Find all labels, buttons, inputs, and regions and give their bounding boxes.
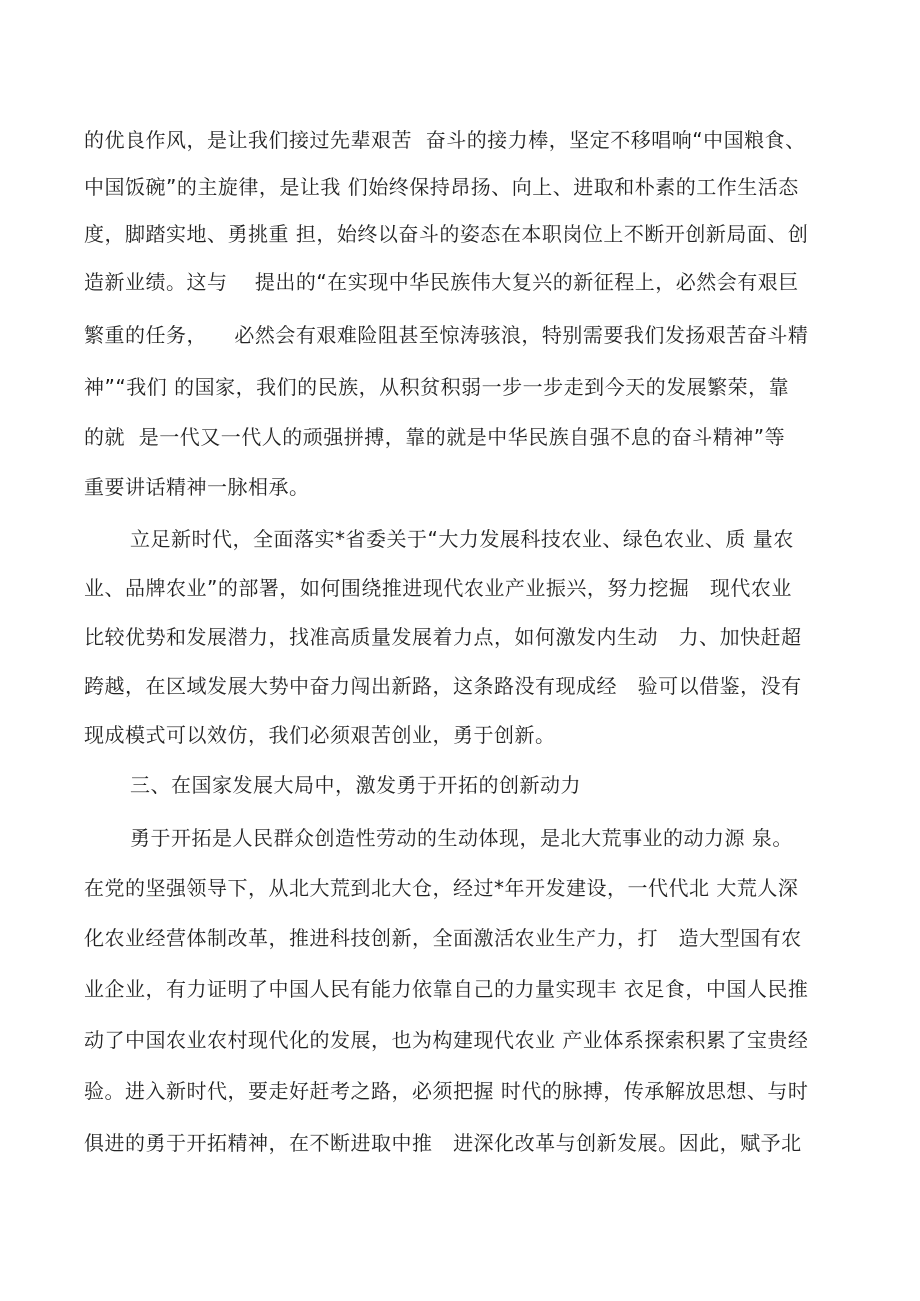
text-line: 中国饭碗”的主旋律，是让我 们始终保持昂扬、向上、进取和朴素的工作生活态 [84,175,799,199]
text-line: 化农业经营体制改革，推进科技创新，全面激活农业生产力，打 造大型国有农 [84,926,802,950]
text-line: 业企业，有力证明了中国人民有能力依靠自己的力量实现丰 衣足食，中国人民推 [84,977,809,1001]
text-line: 现成模式可以效仿，我们必须艰苦创业，勇于创新。 [84,723,556,747]
text-line: 神”“我们 的国家，我们的民族，从积贫积弱一步一步走到今天的发展繁荣，靠 [84,375,790,399]
section-heading: 三、在国家发展大局中，激发勇于开拓的创新动力 [130,773,581,797]
text-line: 跨越，在区域发展大势中奋力闯出新路，这条路没有现成经 验可以借鉴，没有 [84,674,802,698]
paragraph-first-line: 勇于开拓是人民群众创造性劳动的生动体现，是北大荒事业的动力源 泉。 [130,826,793,850]
text-line: 验。进入新时代，要走好赶考之路，必须把握 时代的脉搏，传承解放思想、与时 [84,1079,809,1103]
text-line: 造新业绩。这与 提出的“在实现中华民族伟大复兴的新征程上，必然会有艰巨 [84,270,799,294]
text-line: 的优良作风，是让我们接过先辈艰苦 奋斗的接力棒，坚定不移唱响“中国粮食、 [84,128,806,152]
text-line: 业、品牌农业”的部署，如何围绕推进现代农业产业振兴，努力挖掘 现代农业 [84,576,792,600]
text-line: 比较优势和发展潜力，找准高质量发展着力点，如何激发内生动 力、加快赶超 [84,625,802,649]
text-line: 动了中国农业农村现代化的发展，也为构建现代农业 产业体系探索积累了宝贵经 [84,1028,809,1052]
text-line: 俱进的勇于开拓精神，在不断进取中推 进深化改革与创新发展。因此，赋予北 [84,1131,802,1155]
text-line: 繁重的任务， 必然会有艰难险阻甚至惊涛骇浪，特别需要我们发扬艰苦奋斗精 [84,323,809,347]
paragraph-first-line: 立足新时代，全面落实*省委关于“大力发展科技农业、绿色农业、质 量农 [130,527,794,551]
text-line: 在党的坚强领导下，从北大荒到北大仓，经过*年开发建设，一代代北 大荒人深 [84,876,799,900]
text-line: 的就 是一代又一代人的顽强拼搏，靠的就是中华民族自强不息的奋斗精神”等 [84,425,786,449]
text-line: 重要讲话精神一脉相承。 [84,475,310,499]
text-line: 度，脚踏实地、勇挑重 担，始终以奋斗的姿态在本职岗位上不断开创新局面、创 [84,222,809,246]
